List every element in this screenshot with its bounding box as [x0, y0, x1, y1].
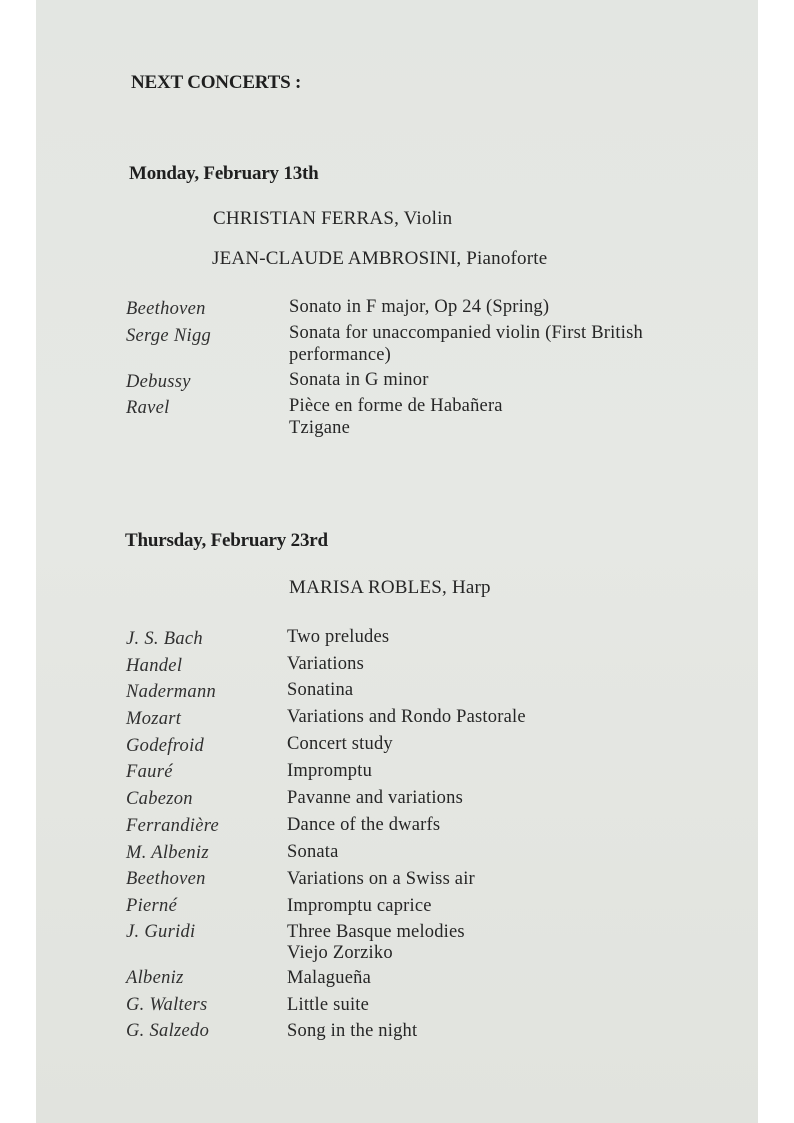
composer: Ravel [126, 398, 170, 418]
work: Song in the night [287, 1021, 418, 1041]
work: Tzigane [289, 418, 350, 438]
composer: Mozart [126, 709, 182, 729]
work: Pièce en forme de Habañera [289, 396, 503, 416]
composer: Beethoven [126, 299, 206, 319]
work: Sonata in G minor [289, 370, 429, 390]
work: Sonatina [287, 680, 354, 700]
composer: Debussy [126, 372, 191, 392]
composer: Ferrandière [126, 816, 220, 836]
work: Three Basque melodies [287, 922, 465, 942]
work: Sonato in F major, Op 24 (Spring) [289, 297, 550, 317]
composer: Serge Nigg [126, 326, 212, 346]
composer: G. Walters [126, 995, 208, 1015]
programme-sheet [36, 0, 758, 1123]
composer: G. Salzedo [126, 1021, 210, 1041]
composer: Godefroid [126, 736, 205, 756]
work: Sonata [287, 842, 339, 862]
composer: J. S. Bach [126, 629, 203, 649]
composer: Beethoven [126, 869, 206, 889]
work: Sonata for unaccompanied violin (First British [289, 323, 643, 343]
work: Impromptu caprice [287, 896, 432, 916]
composer: J. Guridi [126, 922, 196, 942]
performer: CHRISTIAN FERRAS, Violin [213, 208, 453, 229]
work: Little suite [287, 995, 370, 1015]
work: Impromptu [287, 761, 373, 781]
work: Viejo Zorziko [287, 943, 393, 963]
work: Pavanne and variations [287, 788, 463, 808]
composer: Fauré [126, 762, 173, 782]
work: Two preludes [287, 627, 390, 647]
composer: Cabezon [126, 789, 193, 809]
performer: JEAN-CLAUDE AMBROSINI, Pianoforte [212, 248, 548, 269]
concert-date: Monday, February 13th [129, 163, 319, 184]
page-title: NEXT CONCERTS : [131, 72, 302, 93]
composer: Pierné [126, 896, 178, 916]
work: Variations [287, 654, 365, 674]
performer: MARISA ROBLES, Harp [289, 577, 491, 598]
concert-date: Thursday, February 23rd [125, 530, 328, 551]
work: Concert study [287, 734, 393, 754]
work: Malagueña [287, 968, 371, 988]
composer: Handel [126, 656, 183, 676]
work: Variations and Rondo Pastorale [287, 707, 526, 727]
composer: Nadermann [126, 682, 217, 702]
composer: M. Albeniz [126, 843, 209, 863]
work: Variations on a Swiss air [287, 869, 475, 889]
work: performance) [289, 345, 392, 365]
composer: Albeniz [126, 968, 184, 988]
work: Dance of the dwarfs [287, 815, 441, 835]
